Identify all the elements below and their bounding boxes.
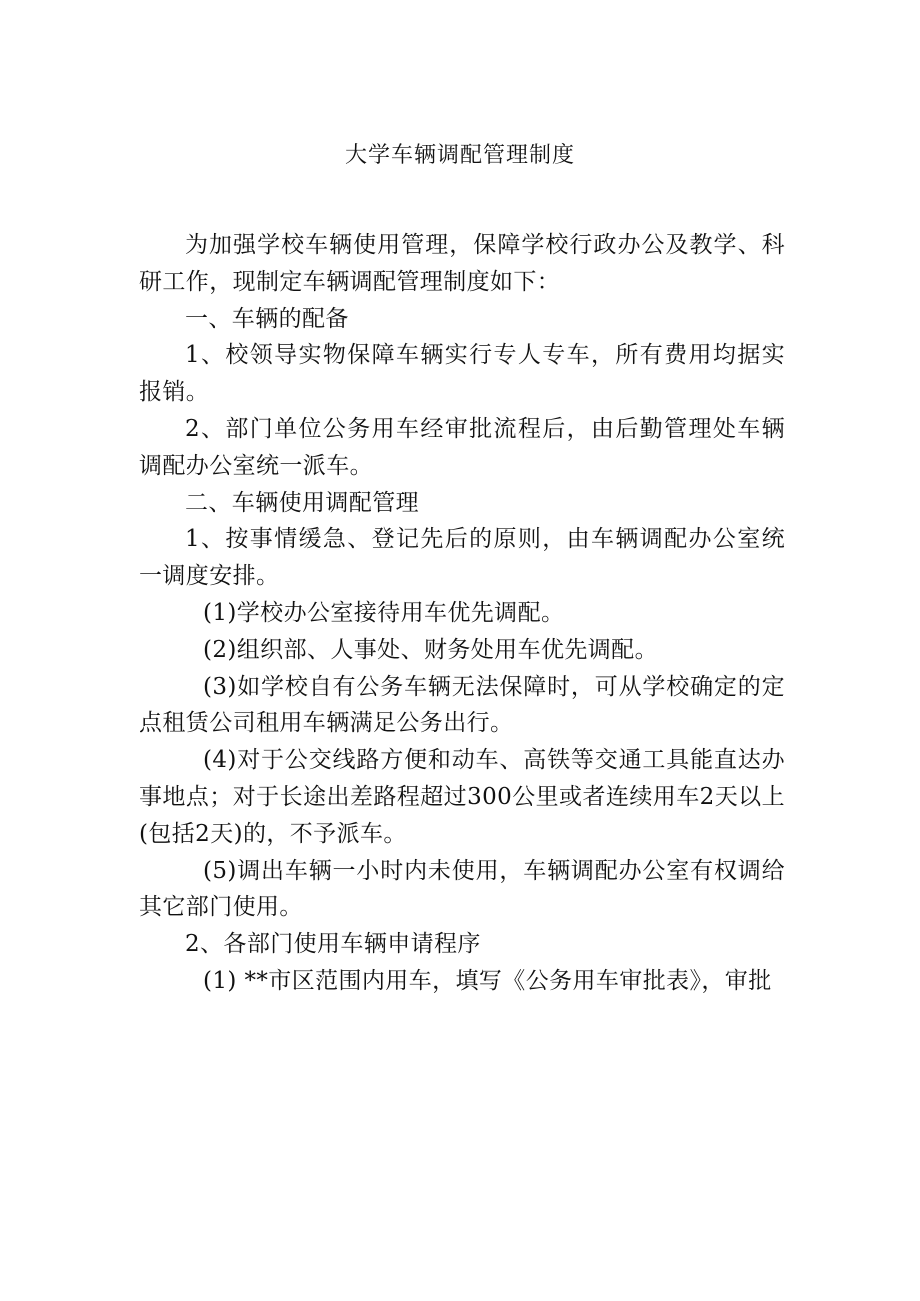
- document-body: [139, 227, 785, 1000]
- list-item-1: (1)学校办公室接待用车优先调配。: [203, 599, 565, 626]
- list-item-2: (2)组织部、人事处、财务处用车优先调配。: [203, 636, 658, 663]
- list-item-4: (4)对于公交线路方便和动车、高铁等交通工具能直达办事地点；对于长途出差路程超过300公里或者连续用车2天以上(包括2天)的，不予派车。: [139, 747, 785, 847]
- paragraph-2-2: 2、各部门使用车辆申请程序: [185, 931, 481, 958]
- heading-section-1: 一、车辆的配备: [185, 305, 349, 332]
- list-item-5: (5)调出车辆一小时内未使用，车辆调配办公室有权调给其它部门使用。: [139, 857, 785, 921]
- list-item-2-1: (1) **市区范围内用车，填写《公务用车审批表》，审批: [203, 967, 772, 994]
- list-item-3: (3)如学校自有公务车辆无法保障时，可从学校确定的定点租赁公司租用车辆满足公务出行。: [139, 673, 785, 737]
- heading-section-2: 二、车辆使用调配管理: [185, 489, 419, 516]
- paragraph-1-1: 1、校领导实物保障车辆实行专人专车，所有费用均据实报销。: [139, 342, 785, 406]
- paragraph-1-2: 2、部门单位公务用车经审批流程后，由后勤管理处车辆调配办公室统一派车。: [139, 415, 785, 479]
- document-title: 大学车辆调配管理制度: [344, 143, 575, 168]
- paragraph-2-1: 1、按事情缓急、登记先后的原则，由车辆调配办公室统一调度安排。: [139, 526, 785, 590]
- paragraph-intro: 为加强学校车辆使用管理，保障学校行政办公及教学、科研工作，现制定车辆调配管理制度如下：: [139, 232, 785, 295]
